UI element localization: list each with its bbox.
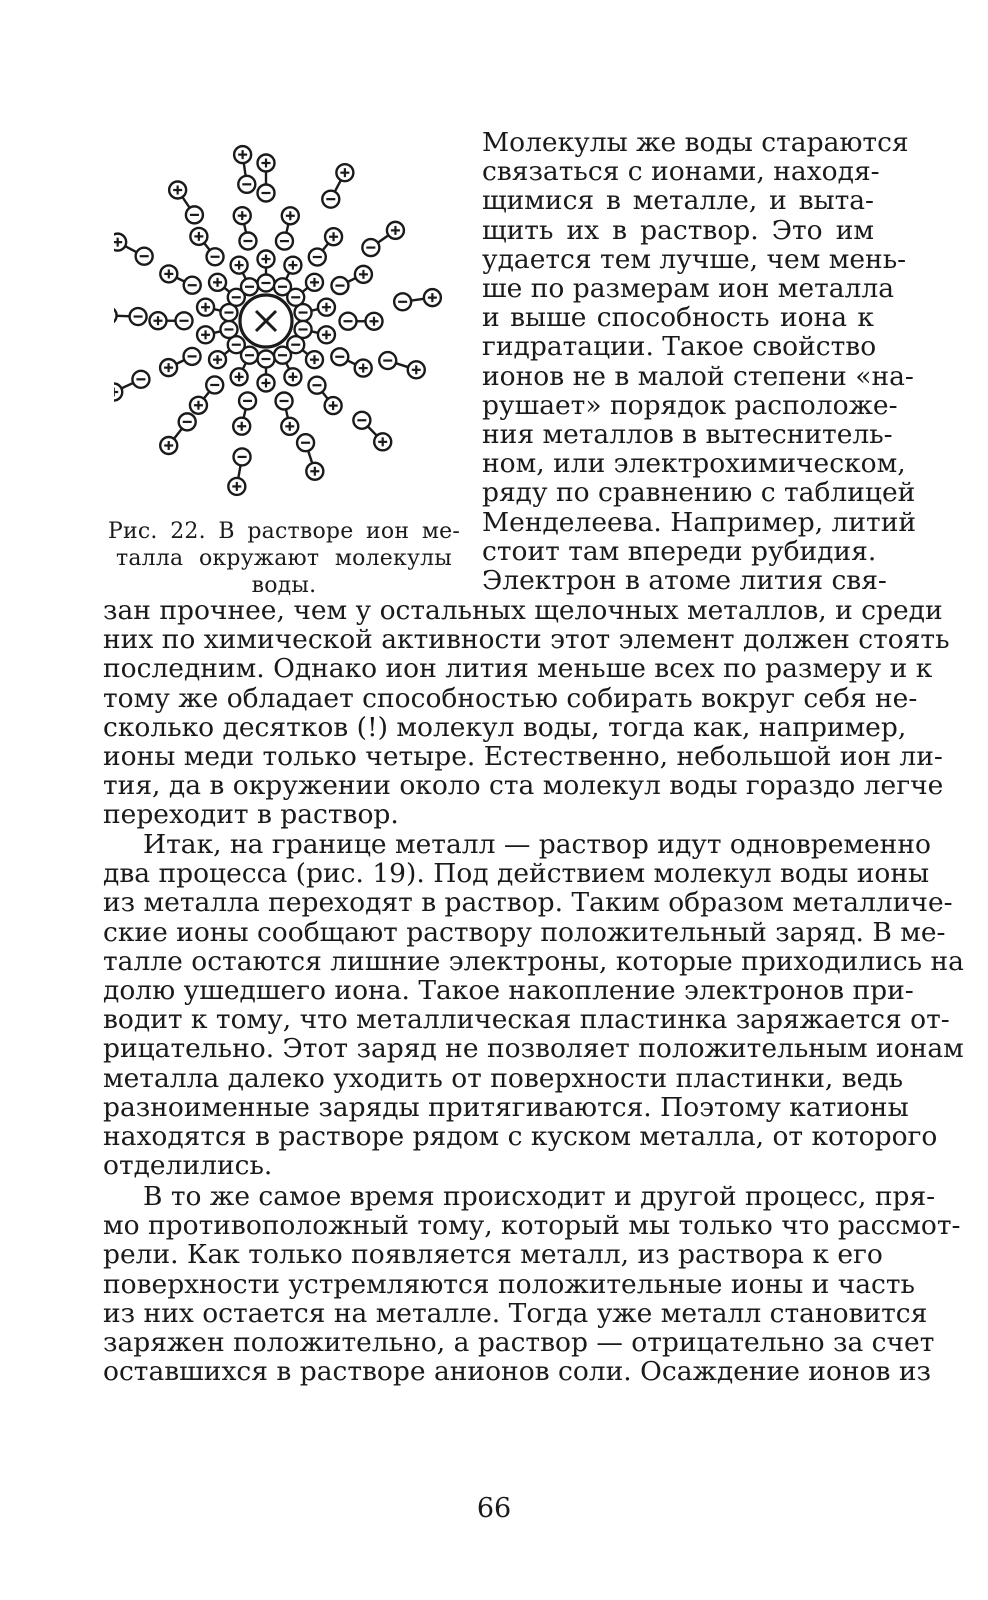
- water-molecule: [190, 228, 223, 265]
- paragraph-3: [103, 1181, 961, 1388]
- text-line: Итак, на границе металл — раствор идут одновременно: [143, 829, 931, 860]
- positive-pole-icon: [160, 265, 177, 282]
- text-line: тия, да в окружении около ста молекул воды гораздо легче: [103, 770, 944, 802]
- positive-pole-icon: [114, 383, 122, 400]
- positive-pole-icon: [209, 351, 226, 368]
- water-molecule: [287, 274, 323, 306]
- text-line: талле остаются лишние электроны, которые приходились на: [103, 945, 964, 977]
- water-molecule: [287, 336, 323, 368]
- negative-pole-icon: [186, 206, 203, 223]
- negative-pole-icon: [184, 348, 201, 365]
- water-molecule: [309, 228, 342, 265]
- water-molecule: [160, 265, 200, 293]
- positive-pole-icon: [424, 289, 441, 306]
- negative-pole-icon: [239, 392, 256, 409]
- negative-pole-icon: [308, 377, 325, 394]
- negative-pole-icon: [207, 248, 224, 265]
- text-line: заряжен положительно, а раствор — отрицательно за счет: [103, 1327, 935, 1359]
- positive-pole-icon: [114, 234, 126, 251]
- text-line: два процесса (рис. 19). Под действием молекул воды ионы: [103, 858, 930, 890]
- positive-pole-icon: [150, 312, 167, 329]
- text-line: них по химической активности этот элемент должен стоять: [103, 624, 950, 656]
- positive-pole-icon: [234, 207, 251, 224]
- text-line: Электрон в атоме лития свя-: [482, 565, 887, 597]
- negative-pole-icon: [295, 304, 312, 321]
- positive-pole-icon: [318, 299, 335, 316]
- positive-pole-icon: [160, 359, 177, 376]
- positive-pole-icon: [306, 463, 323, 480]
- negative-pole-icon: [258, 275, 275, 292]
- negative-pole-icon: [258, 185, 275, 202]
- negative-pole-icon: [379, 352, 396, 369]
- text-line: рицательно. Этот заряд не позволяет положительным ионам: [103, 1033, 964, 1065]
- positive-pole-icon: [281, 418, 298, 435]
- text-line: ионов не в малой степени «на-: [482, 360, 914, 392]
- water-molecule: [234, 207, 257, 249]
- positive-pole-icon: [306, 351, 323, 368]
- negative-pole-icon: [394, 293, 411, 310]
- text-line: долю ушедшего иона. Такое накопление электронов при-: [103, 975, 914, 1007]
- figure-22: [108, 128, 460, 599]
- water-molecule: [160, 413, 195, 454]
- positive-pole-icon: [325, 228, 342, 245]
- text-line: ше по размерам ион металла: [482, 273, 895, 305]
- water-molecule: [379, 352, 425, 378]
- water-molecule: [258, 155, 275, 202]
- negative-pole-icon: [276, 233, 293, 250]
- positive-pole-icon: [365, 313, 382, 330]
- positive-pole-icon: [233, 418, 250, 435]
- positive-pole-icon: [355, 266, 372, 283]
- negative-pole-icon: [179, 413, 196, 430]
- water-molecule: [114, 307, 147, 325]
- water-molecule: [234, 146, 255, 193]
- positive-pole-icon: [190, 397, 207, 414]
- text-line: сколько десятков (!) молекул воды, тогда как, например,: [103, 711, 907, 743]
- water-molecule: [276, 207, 299, 249]
- water-molecule: [339, 313, 382, 330]
- text-line: ния металлов в вытеснитель-: [482, 419, 893, 451]
- water-molecule: [190, 376, 223, 413]
- water-molecule: [169, 182, 203, 224]
- negative-pole-icon: [258, 351, 275, 368]
- positive-pole-icon: [306, 274, 323, 291]
- positive-pole-icon: [258, 375, 275, 392]
- text-line: В то же самое время происходит и другой процесс, пря-: [143, 1181, 936, 1212]
- text-line: тому же обладает способностью собирать вокруг себя не-: [103, 682, 918, 714]
- paragraph-1-continuation: [103, 595, 950, 831]
- negative-pole-icon: [331, 277, 348, 294]
- central-metal-ion: [240, 295, 292, 347]
- text-line: удается тем лучше, чем мень-: [482, 243, 907, 275]
- water-molecule: [150, 312, 193, 329]
- water-molecule: [114, 371, 149, 401]
- caption-line: воды.: [251, 573, 317, 598]
- text-line: оставшихся в растворе анионов соли. Осаждение ионов из: [103, 1356, 931, 1388]
- positive-pole-icon: [231, 257, 248, 274]
- text-line: металла далеко уходить от поверхности пластинки, ведь: [103, 1062, 904, 1094]
- water-molecule: [353, 412, 391, 451]
- water-molecule: [331, 348, 371, 376]
- negative-pole-icon: [206, 376, 223, 393]
- water-molecule: [322, 164, 353, 207]
- negative-pole-icon: [239, 233, 256, 250]
- negative-pole-icon: [176, 312, 193, 329]
- negative-pole-icon: [130, 308, 147, 325]
- water-molecule: [308, 377, 341, 414]
- positive-pole-icon: [234, 146, 251, 163]
- positive-pole-icon: [325, 397, 342, 414]
- text-line: отделились.: [103, 1150, 273, 1182]
- text-line: щить их в раствор. Это им: [482, 214, 874, 246]
- text-line: связаться с ионами, находя-: [482, 156, 880, 188]
- negative-pole-icon: [331, 348, 348, 365]
- positive-pole-icon: [160, 437, 177, 454]
- caption-line: Рис. 22. В растворе ион ме-: [108, 519, 460, 544]
- negative-pole-icon: [309, 249, 326, 266]
- hydrated-ion-illustration: [114, 128, 454, 508]
- text-line: Менделеева. Например, литий: [482, 506, 917, 538]
- page-number: 66: [476, 1493, 512, 1524]
- text-line: рели. Как только появляется металл, из раствора к его: [103, 1239, 883, 1271]
- text-line: рушает» порядок расположе-: [482, 389, 898, 421]
- water-molecule: [297, 434, 323, 480]
- water-molecule: [331, 266, 371, 294]
- positive-pole-icon: [231, 368, 248, 385]
- text-line: ном, или электрохимическом,: [482, 448, 906, 480]
- negative-pole-icon: [136, 248, 153, 265]
- positive-pole-icon: [197, 326, 214, 343]
- text-line: из металла переходят в раствор. Таким образом металличе-: [103, 887, 953, 919]
- text-line: гидратации. Такое свойство: [482, 331, 877, 363]
- text-line: ские ионы сообщают раствору положительный заряд. В ме-: [103, 916, 946, 948]
- positive-pole-icon: [374, 433, 391, 450]
- water-molecule: [258, 251, 275, 292]
- positive-pole-icon: [228, 478, 245, 495]
- text-line: Молекулы же воды стараются: [482, 127, 909, 158]
- water-molecule: [394, 289, 441, 310]
- positive-pole-icon: [336, 164, 353, 181]
- text-line: последним. Однако ион лития меньше всех по размеру и к: [103, 653, 933, 685]
- positive-pole-icon: [284, 257, 301, 274]
- negative-pole-icon: [362, 239, 379, 256]
- water-molecule: [209, 274, 245, 306]
- caption-line: талла окружают молекулы: [116, 546, 452, 571]
- positive-pole-icon: [197, 299, 214, 316]
- negative-pole-icon: [297, 434, 314, 451]
- positive-pole-icon: [258, 251, 275, 268]
- text-line: водит к тому, что металлическая пластинка заряжается от-: [103, 1004, 950, 1036]
- text-line: и выше способность иона к: [482, 302, 874, 334]
- figure-caption: [108, 518, 460, 599]
- water-molecule: [114, 234, 153, 265]
- text-line: щимися в металле, и выта-: [482, 185, 874, 217]
- text-line: зан прочнее, чем у остальных щелочных металлов, и среди: [103, 595, 943, 626]
- negative-pole-icon: [353, 412, 370, 429]
- text-line: переходит в раствор.: [103, 799, 399, 831]
- positive-pole-icon: [169, 182, 186, 199]
- paragraph-1-column: [482, 127, 917, 597]
- water-molecule: [362, 222, 404, 256]
- text-line: мо противоположный тому, который мы только что рассмот-: [103, 1210, 961, 1242]
- water-molecule: [258, 351, 275, 392]
- water-molecule: [160, 348, 200, 376]
- positive-pole-icon: [355, 360, 372, 377]
- positive-pole-icon: [284, 368, 301, 385]
- negative-pole-icon: [322, 191, 339, 208]
- positive-pole-icon: [408, 361, 425, 378]
- text-line: находятся в растворе рядом с куском металла, от которого: [103, 1121, 938, 1153]
- positive-pole-icon: [387, 222, 404, 239]
- negative-pole-icon: [339, 313, 356, 330]
- text-line: из них остается на металле. Тогда уже металл становится: [103, 1297, 928, 1329]
- water-molecule: [233, 392, 256, 434]
- positive-pole-icon: [318, 326, 335, 343]
- positive-pole-icon: [282, 207, 299, 224]
- text-line: стоит там впереди рубидия.: [482, 535, 877, 567]
- negative-pole-icon: [132, 371, 149, 388]
- paragraph-2: [103, 829, 964, 1182]
- negative-pole-icon: [184, 277, 201, 294]
- negative-pole-icon: [234, 448, 251, 465]
- water-molecule: [276, 392, 299, 434]
- text-line: ионы меди только четыре. Естественно, небольшой ион ли-: [103, 741, 943, 773]
- positive-pole-icon: [209, 274, 226, 291]
- negative-pole-icon: [238, 176, 255, 193]
- negative-pole-icon: [220, 321, 237, 338]
- positive-pole-icon: [190, 228, 207, 245]
- negative-pole-icon: [241, 278, 258, 295]
- positive-pole-icon: [114, 307, 117, 324]
- negative-pole-icon: [276, 392, 293, 409]
- text-line: ряду по сравнению с таблицей: [482, 477, 916, 509]
- water-molecule: [209, 336, 245, 368]
- text-line: поверхности устремляются положительные ионы и часть: [103, 1268, 915, 1300]
- positive-pole-icon: [258, 155, 275, 172]
- negative-pole-icon: [274, 347, 291, 364]
- water-molecule: [228, 448, 250, 495]
- text-line: разноименные заряды притягиваются. Поэтому катионы: [103, 1091, 909, 1123]
